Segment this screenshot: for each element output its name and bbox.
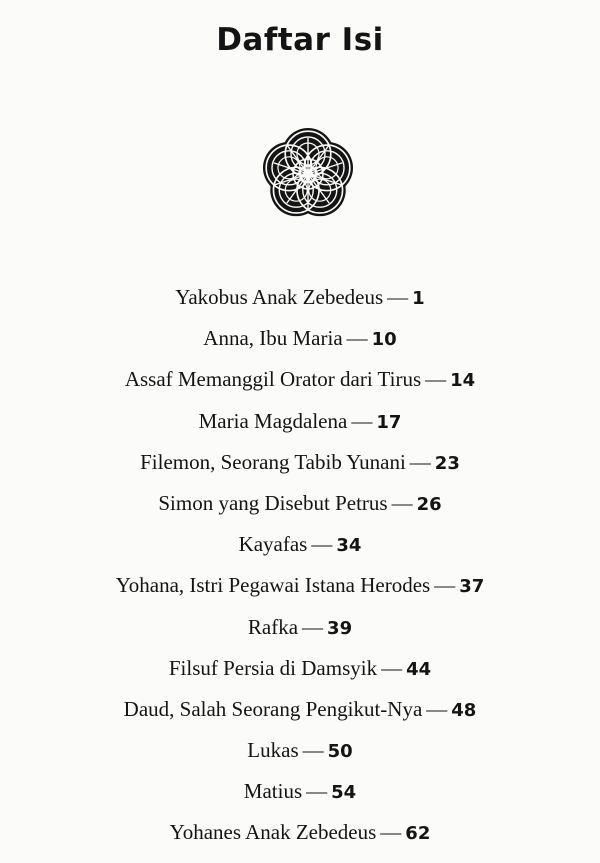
toc-entry-title: Simon yang Disebut Petrus [158, 490, 388, 515]
toc-entry-separator: — [426, 696, 448, 721]
toc-entry [0, 529, 600, 570]
toc-entry-separator: — [380, 820, 402, 845]
toc-entry-title: Daud, Salah Seorang Pengikut-Nya [123, 696, 423, 721]
toc-entry [0, 447, 600, 488]
toc-entry-title: Anna, Ibu Maria [203, 326, 343, 351]
toc-entry [0, 694, 600, 735]
toc-entry [0, 653, 600, 694]
toc-entry-page-number: 23 [434, 452, 460, 474]
toc-entry-page-number: 50 [327, 741, 353, 763]
toc-entry [0, 406, 600, 447]
toc-entry-page-number: 34 [336, 535, 362, 557]
toc-entry-separator: — [306, 779, 328, 804]
toc-entry-title: Matius [243, 779, 303, 804]
toc-entry-separator: — [302, 738, 324, 763]
toc-entry [0, 612, 600, 653]
toc-entry-separator: — [302, 614, 324, 639]
toc-entry-separator: — [351, 408, 373, 433]
toc-entry-page-number: 37 [459, 576, 485, 598]
toc-entry-title: Filemon, Seorang Tabib Yunani [140, 449, 406, 474]
toc-entry-separator: — [409, 449, 431, 474]
toc-entry-title: Maria Magdalena [198, 408, 348, 433]
toc-entry-title: Rafka [247, 614, 299, 639]
toc-entry [0, 323, 600, 364]
toc-entry [0, 282, 600, 323]
table-of-contents [0, 282, 600, 859]
toc-entry [0, 735, 600, 776]
toc-entry-separator: — [425, 367, 447, 392]
toc-entry-title: Kayafas [238, 532, 308, 557]
floral-knot-ornament-icon [248, 124, 368, 224]
toc-entry-page-number: 1 [412, 288, 425, 309]
toc-entry-separator: — [346, 326, 368, 351]
toc-entry-page-number: 39 [327, 617, 353, 639]
toc-entry-title: Lukas [247, 738, 299, 763]
toc-entry-separator: — [434, 573, 456, 598]
toc-entry-title: Filsuf Persia di Damsyik [168, 655, 378, 680]
toc-entry-page-number: 10 [371, 329, 397, 351]
toc-entry-separator: — [311, 532, 333, 557]
toc-entry-page-number: 62 [405, 823, 431, 845]
toc-entry-title: Assaf Memanggil Orator dari Tirus [124, 367, 422, 392]
toc-entry [0, 488, 600, 529]
toc-entry-separator: — [391, 490, 413, 515]
toc-entry-separator: — [387, 285, 409, 309]
toc-entry-page-number: 44 [406, 658, 432, 680]
toc-entry-title: Yohana, Istri Pegawai Istana Herodes [115, 573, 431, 598]
toc-entry-page-number: 14 [450, 370, 476, 392]
page-title: Daftar Isi [216, 22, 384, 58]
toc-entry [0, 776, 600, 817]
toc-entry-page-number: 26 [416, 493, 442, 515]
toc-entry-title: Yakobus Anak Zebedeus [175, 285, 384, 309]
toc-entry [0, 364, 600, 405]
toc-entry [0, 570, 600, 611]
toc-entry-separator: — [381, 655, 403, 680]
toc-entry-page-number: 48 [451, 699, 477, 721]
toc-entry-title: Yohanes Anak Zebedeus [169, 820, 377, 845]
toc-entry-page-number: 17 [376, 411, 402, 433]
toc-entry [0, 817, 600, 858]
toc-entry-page-number: 54 [331, 782, 357, 804]
